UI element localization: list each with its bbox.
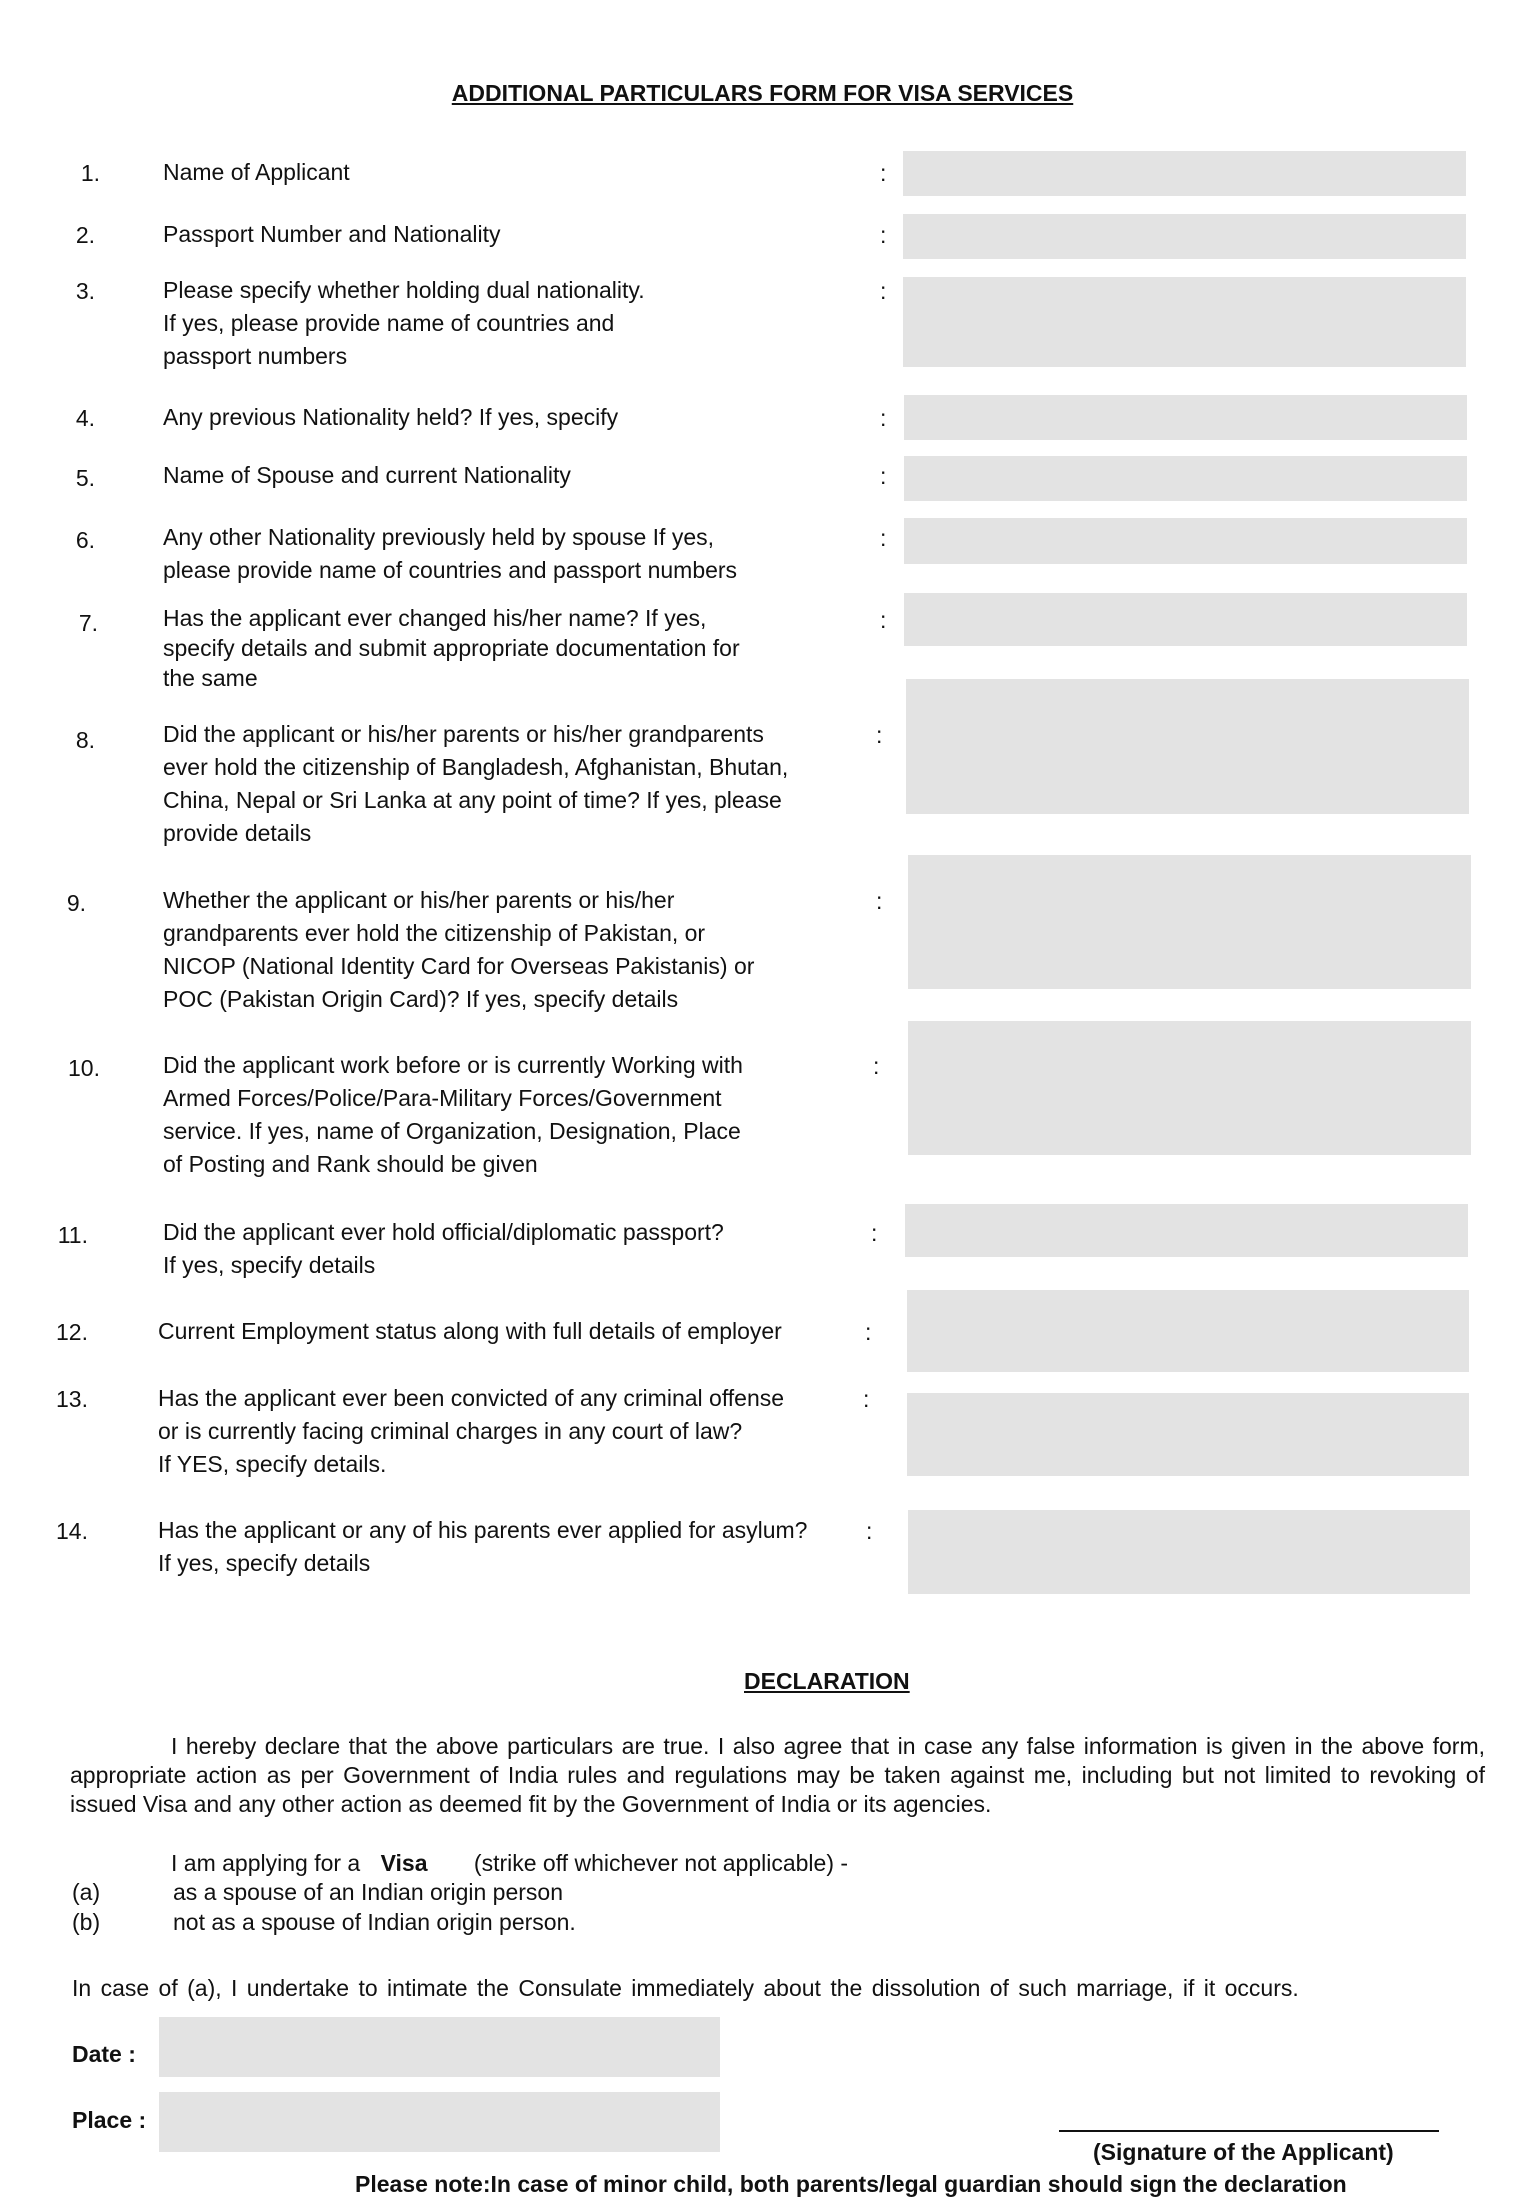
question-number: 11. <box>57 1222 88 1248</box>
question-colon: : <box>880 160 887 186</box>
applying-line <box>171 1849 848 1878</box>
employment-status-field[interactable] <box>907 1290 1469 1372</box>
passport-nationality-field[interactable] <box>903 214 1466 259</box>
question-text: Any previous Nationality held? If yes, specify <box>163 404 619 430</box>
question-number: 14. <box>56 1518 88 1544</box>
asylum-field[interactable] <box>908 1510 1470 1594</box>
question-text: Name of Applicant <box>163 159 350 185</box>
option-a-text: as a spouse of an Indian origin person <box>173 1879 563 1905</box>
question-colon: : <box>876 888 883 914</box>
question-colon: : <box>880 222 887 248</box>
question-text: Has the applicant or any of his parents ever applied for asylum? If yes, specify details <box>158 1517 808 1576</box>
question-text: Any other Nationality previously held by spouse If yes, please provide name of countries and passport numbers <box>163 524 738 583</box>
question-colon: : <box>873 1053 880 1079</box>
date-field[interactable] <box>159 2017 720 2077</box>
spouse-previous-nationality-field[interactable] <box>904 518 1467 564</box>
pakistan-citizenship-field[interactable] <box>908 855 1471 989</box>
option-b-label: (b) <box>72 1909 101 1935</box>
question-number: 9. <box>66 890 86 916</box>
question-colon: : <box>871 1220 878 1246</box>
question-colon: : <box>880 405 887 431</box>
signature-line[interactable] <box>1059 2130 1439 2132</box>
question-colon: : <box>876 722 883 748</box>
citizenship-neighbouring-countries-field[interactable] <box>906 679 1469 814</box>
declaration-heading: DECLARATION <box>744 1668 910 1694</box>
question-number: 7. <box>78 610 98 636</box>
question-text: Did the applicant ever hold official/diplomatic passport? If yes, specify details <box>163 1219 724 1278</box>
applying-prefix: I am applying for a <box>171 1850 361 1876</box>
question-text: Did the applicant or his/her parents or his/her grandparents ever hold the citizenship of Bangladesh, Afghanistan, Bhutan, China, Nepal or Sri Lanka at any point of time? If yes, please provide details <box>163 721 789 846</box>
question-text: Current Employment status along with full details of employer <box>158 1318 782 1344</box>
applicant-name-field[interactable] <box>903 151 1466 196</box>
armed-forces-service-field[interactable] <box>908 1021 1471 1155</box>
question-number: 6. <box>75 527 95 553</box>
question-colon: : <box>866 1518 873 1544</box>
question-number: 2. <box>75 222 95 248</box>
question-number: 13. <box>56 1386 88 1412</box>
question-number: 3. <box>75 278 95 304</box>
date-label: Date : <box>72 2041 136 2067</box>
spouse-name-field[interactable] <box>904 456 1467 501</box>
question-text: Did the applicant work before or is currently Working with Armed Forces/Police/Para-Military Forces/Government service. If yes, name of Organization, Designation, Place of Posting and Rank should be given <box>163 1052 743 1177</box>
question-text: Passport Number and Nationality <box>163 221 501 247</box>
criminal-record-field[interactable] <box>907 1393 1469 1476</box>
question-number: 1. <box>80 160 100 186</box>
question-colon: : <box>880 463 887 489</box>
option-a-label: (a) <box>72 1879 101 1905</box>
question-colon: : <box>863 1386 870 1412</box>
diplomatic-passport-field[interactable] <box>905 1204 1468 1257</box>
question-number: 5. <box>75 465 95 491</box>
question-number: 12. <box>56 1319 88 1345</box>
question-colon: : <box>865 1319 872 1345</box>
question-colon: : <box>880 525 887 551</box>
place-field[interactable] <box>159 2092 720 2152</box>
dual-nationality-field[interactable] <box>903 277 1466 367</box>
option-b-text: not as a spouse of Indian origin person. <box>173 1909 576 1935</box>
question-colon: : <box>880 278 887 304</box>
question-text: Please specify whether holding dual nationality. If yes, please provide name of countries and passport numbers <box>163 277 645 369</box>
question-text: Has the applicant ever been convicted of any criminal offense or is currently facing criminal charges in any court of law? If YES, specify details. <box>158 1385 785 1477</box>
question-colon: : <box>880 607 887 633</box>
question-number: 10. <box>68 1055 100 1081</box>
name-change-field[interactable] <box>904 593 1467 646</box>
minor-child-note: Please note:In case of minor child, both parents/legal guardian should sign the declaration <box>355 2171 1347 2197</box>
question-text: Has the applicant ever changed his/her name? If yes, specify details and submit appropriate documentation for the same <box>163 605 740 691</box>
question-number: 4. <box>75 405 95 431</box>
question-text: Name of Spouse and current Nationality <box>163 462 571 488</box>
question-number: 8. <box>75 727 95 753</box>
declaration-paragraph: I hereby declare that the above particulars are true. I also agree that in case any false information is given in the above form, appropriate action as per Government of India rules and regulations may be taken against me, including but not limited to revoking of issued Visa and any other action as deemed fit by the Government of India or its agencies. <box>70 1733 1485 1817</box>
previous-nationality-field[interactable] <box>904 395 1467 440</box>
form-title: ADDITIONAL PARTICULARS FORM FOR VISA SERVICES <box>451 80 1074 106</box>
place-label: Place : <box>72 2107 147 2133</box>
applying-suffix: (strike off whichever not applicable) - <box>473 1850 849 1876</box>
undertaking-text: In case of (a), I undertake to intimate the Consulate immediately about the dissolution of such marriage, if it occurs. <box>72 1975 1299 2001</box>
signature-label: (Signature of the Applicant) <box>1093 2139 1394 2165</box>
visa-word: Visa <box>380 1850 428 1876</box>
question-text: Whether the applicant or his/her parents or his/her grandparents ever hold the citizenship of Pakistan, or NICOP (National Identity Card for Overseas Pakistanis) or POC (Pakistan Origin Card)? If yes, specify details <box>163 887 755 1012</box>
